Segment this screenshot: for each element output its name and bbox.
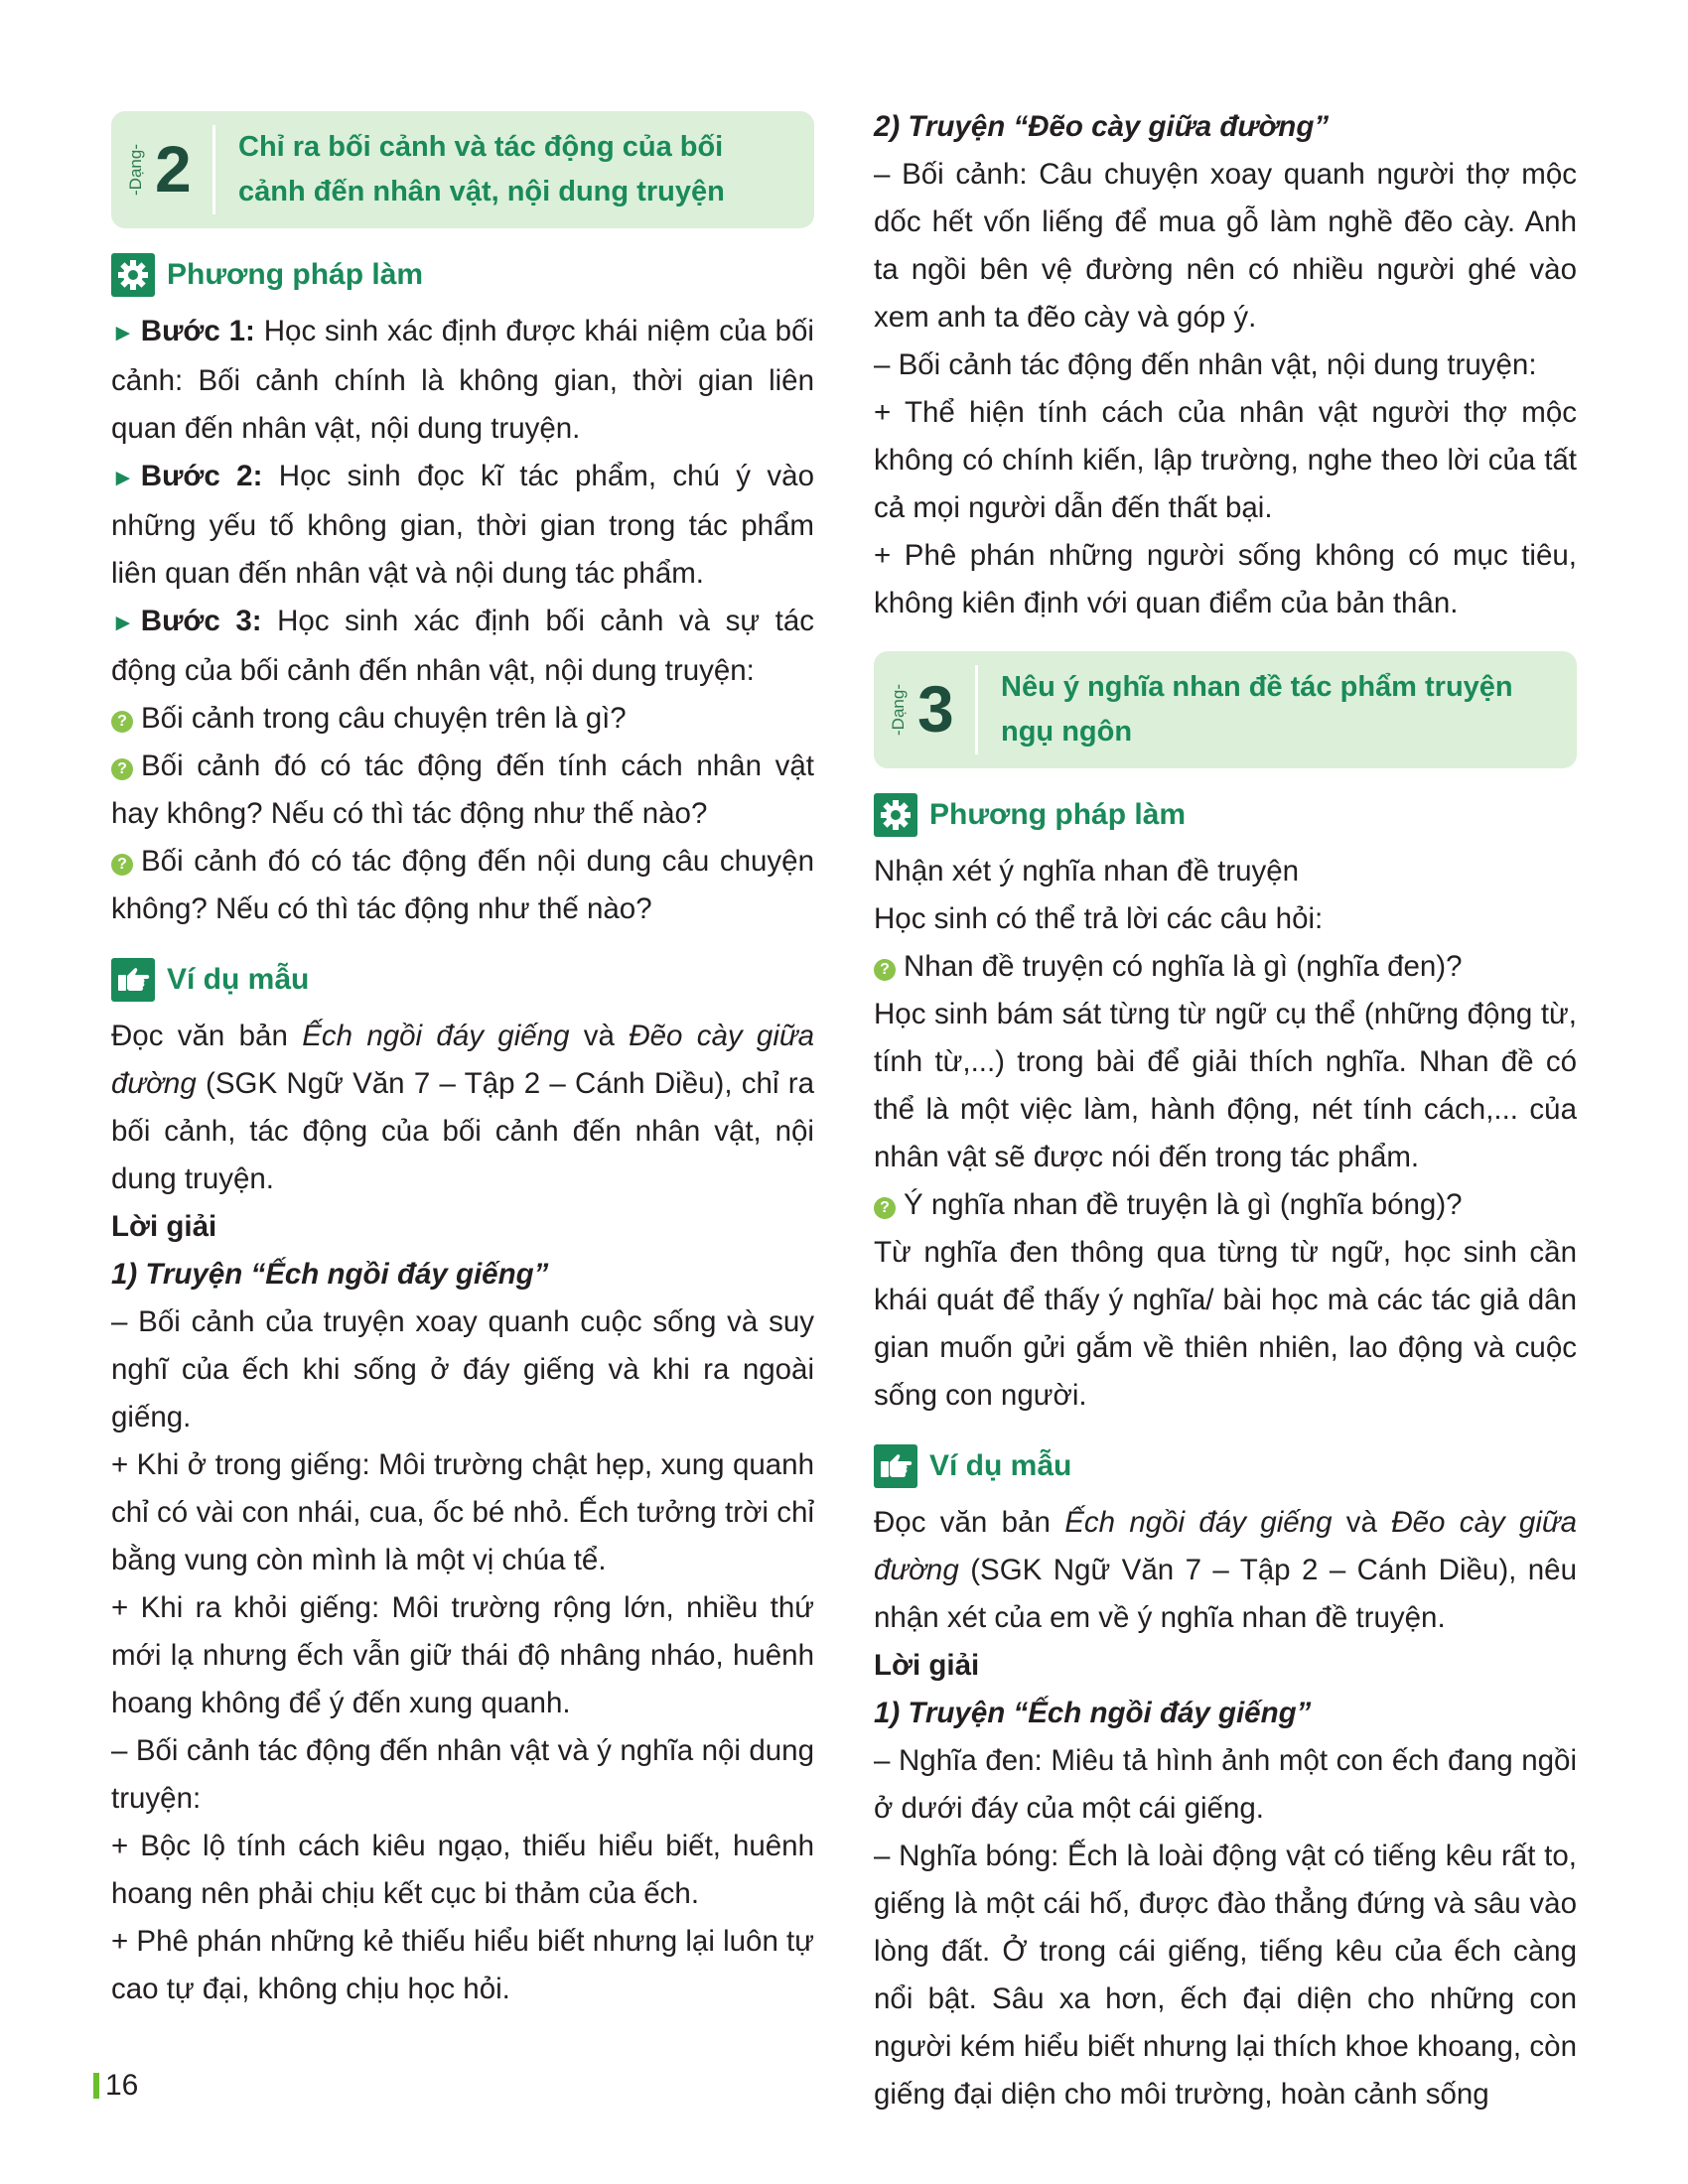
question-2: ? Bối cảnh đó có tác động đến tính cách nhân vật hay không? Nếu có thì tác động như thế nào?	[111, 750, 814, 830]
right-column	[874, 103, 1577, 2118]
triangle-icon: ►	[111, 610, 135, 636]
section-title: Phương pháp làm	[929, 798, 1187, 831]
solution-label: Lời giải	[874, 1649, 980, 1682]
paragraph: – Nghĩa bóng: Ếch là loài động vật có tiếng kêu rất to, giếng là một cái hố, được đào thẳng đứng và sâu vào lòng đất. Ở trong cái giếng, tiếng kêu của ếch càng nổi bật. Sâu xa hơn, ếch đại diện cho những con người kém hiểu biết nhưng lại thích khoe khoang, còn giếng đại diện cho môi trường, hoàn cảnh sống	[874, 1840, 1577, 2111]
step-3: ► Bước 3: Học sinh xác định bối cảnh và sự tác động của bối cảnh đến nhân vật, nội dung truyện:	[111, 605, 814, 687]
question-icon: ?	[111, 758, 133, 780]
page-marker	[93, 2073, 99, 2099]
paragraph: – Bối cảnh: Câu chuyện xoay quanh người thợ mộc dốc hết vốn liếng để mua gỗ làm nghề đẽo cày. Anh ta ngồi bên vệ đường nên có nhiều người ghé vào xem anh ta đẽo cày và góp ý.	[874, 158, 1577, 334]
paragraph: + Phê phán những người sống không có mục tiêu, không kiên định với quan điểm của bản thân.	[874, 539, 1577, 619]
page-footer	[93, 2069, 138, 2103]
divider	[212, 125, 215, 214]
paragraph: Nhận xét ý nghĩa nhan đề truyện	[874, 855, 1300, 887]
question-icon: ?	[874, 959, 896, 981]
paragraph: – Bối cảnh tác động đến nhân vật và ý nghĩa nội dung truyện:	[111, 1734, 814, 1815]
paragraph: – Bối cảnh tác động đến nhân vật, nội dung truyện:	[874, 348, 1537, 381]
example-heading	[874, 1439, 1577, 1493]
triangle-icon: ►	[111, 465, 135, 491]
dang-2-box	[111, 111, 814, 228]
paragraph: + Bộc lộ tính cách kiêu ngạo, thiếu hiểu biết, huênh hoang nên phải chịu kết cục bi thảm của ếch.	[111, 1830, 814, 1910]
story-title: 2) Truyện “Đẽo cày giữa đường”	[874, 110, 1330, 143]
question-3: ? Bối cảnh đó có tác động đến nội dung câu chuyện không? Nếu có thì tác động như thế nào?	[111, 845, 814, 925]
pointing-hand-icon	[874, 1444, 917, 1488]
paragraph: Từ nghĩa đen thông qua từng từ ngữ, học sinh cần khái quát để thấy ý nghĩa/ bài học mà các tác giả dân gian muốn gửi gắm về thiên nhiên, lao động và cuộc sống con người.	[874, 1236, 1577, 1412]
section-title: Phương pháp làm	[167, 258, 424, 291]
step-2: ► Bước 2: Học sinh đọc kĩ tác phẩm, chú ý vào những yếu tố không gian, thời gian trong tác phẩm liên quan đến nhân vật và nội dung tác phẩm.	[111, 460, 814, 590]
paragraph: + Thể hiện tính cách của nhân vật người thợ mộc không có chính kiến, lập trường, nghe theo lời của tất cả mọi người dẫn đến thất bại.	[874, 396, 1577, 524]
page-number: 16	[105, 2069, 139, 2102]
question-1: ? Bối cảnh trong câu chuyện trên là gì?	[111, 695, 814, 743]
section-title: Ví dụ mẫu	[929, 1449, 1072, 1482]
solution-label: Lời giải	[111, 1210, 217, 1243]
pointing-hand-icon	[111, 958, 155, 1002]
paragraph: + Khi ra khỏi giếng: Môi trường rộng lớn, nhiều thứ mới lạ nhưng ếch vẫn giữ thái độ nhâng nháo, huênh hoang không để ý đến xung quanh.	[111, 1591, 814, 1719]
question-1: ? Nhan đề truyện có nghĩa là gì (nghĩa đen)?	[874, 943, 1577, 991]
dang-title: Nêu ý nghĩa nhan đề tác phẩm truyện ngụ ngôn	[1001, 671, 1513, 748]
method-heading	[111, 248, 814, 302]
dang-number: 3	[917, 672, 954, 746]
story-title: 1) Truyện “Ếch ngồi đáy giếng”	[111, 1258, 549, 1291]
gear-icon	[874, 793, 917, 837]
example-prompt: Đọc văn bản Ếch ngồi đáy giếng và Đẽo cày giữa đường (SGK Ngữ Văn 7 – Tập 2 – Cánh Diều), chỉ ra bối cảnh, tác động của bối cảnh đến nhân vật, nội dung truyện.	[111, 1020, 814, 1195]
example-heading	[111, 953, 814, 1007]
dang-3-box	[874, 651, 1577, 768]
dang-number: 2	[155, 132, 192, 205]
divider	[975, 665, 978, 754]
paragraph: – Bối cảnh của truyện xoay quanh cuộc sống và suy nghĩ của ếch khi sống ở đáy giếng và khi ra ngoài giếng.	[111, 1305, 814, 1433]
paragraph: + Khi ở trong giếng: Môi trường chật hẹp, xung quanh chỉ có vài con nhái, cua, ốc bé nhỏ. Ếch tưởng trời chỉ bằng vung còn mình là một vị chúa tể.	[111, 1448, 814, 1576]
dang-label: -Dạng-	[889, 684, 908, 736]
paragraph: Học sinh bám sát từng từ ngữ cụ thể (những động từ, tính từ,...) trong bài để giải thích nghĩa. Nhan đề có thể là một việc làm, hành động, nét tính cách,... của nhân vật sẽ được nói đến trong tác phẩm.	[874, 998, 1577, 1173]
dang-label: -Dạng-	[126, 144, 145, 196]
left-column	[111, 111, 814, 2013]
paragraph: – Nghĩa đen: Miêu tả hình ảnh một con ếch đang ngồi ở dưới đáy của một cái giếng.	[874, 1744, 1577, 1825]
question-icon: ?	[874, 1197, 896, 1219]
triangle-icon: ►	[111, 320, 135, 346]
method-heading	[874, 788, 1577, 842]
paragraph: + Phê phán những kẻ thiếu hiểu biết nhưng lại luôn tự cao tự đại, không chịu học hỏi.	[111, 1925, 814, 2005]
question-icon: ?	[111, 854, 133, 876]
dang-title: Chỉ ra bối cảnh và tác động của bối cảnh đến nhân vật, nội dung truyện	[238, 131, 725, 207]
story-title: 1) Truyện “Ếch ngồi đáy giếng”	[874, 1697, 1312, 1729]
section-title: Ví dụ mẫu	[167, 963, 310, 996]
step-1: ► Bước 1: Học sinh xác định được khái niệm của bối cảnh: Bối cảnh chính là không gian, thời gian liên quan đến nhân vật, nội dung truyện.	[111, 315, 814, 445]
example-prompt: Đọc văn bản Ếch ngồi đáy giếng và Đẽo cày giữa đường (SGK Ngữ Văn 7 – Tập 2 – Cánh Diều), nêu nhận xét của em về ý nghĩa nhan đề truyện.	[874, 1506, 1577, 1634]
gear-icon	[111, 253, 155, 297]
paragraph: Học sinh có thể trả lời các câu hỏi:	[874, 902, 1324, 935]
question-icon: ?	[111, 711, 133, 733]
question-2: ? Ý nghĩa nhan đề truyện là gì (nghĩa bóng)?	[874, 1181, 1577, 1229]
